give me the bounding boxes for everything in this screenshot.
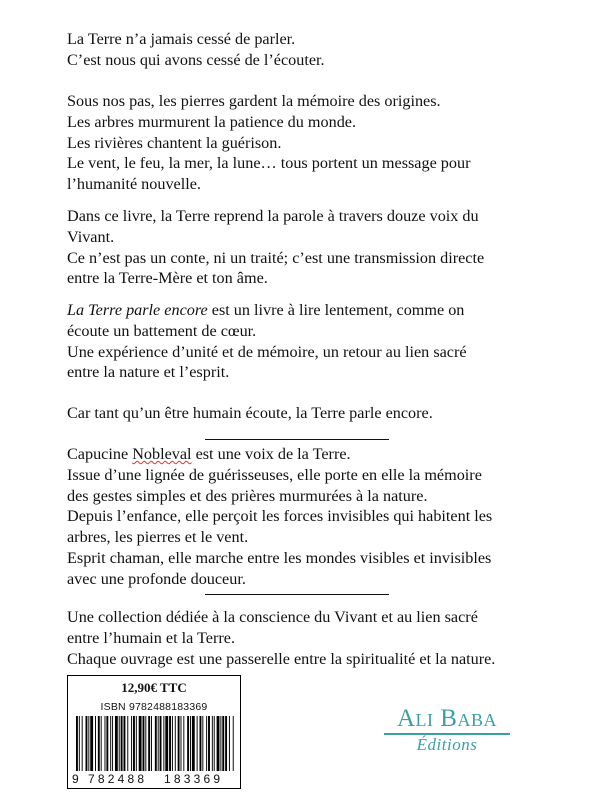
barcode-block [67, 675, 241, 789]
barcode-bar [121, 716, 123, 771]
barcode-bar [172, 716, 173, 771]
text-line: entre l’humain et la Terre. [67, 628, 236, 647]
barcode-bar [119, 716, 120, 771]
barcode-bar [82, 716, 83, 771]
text-line: des gestes simples et des prières murmurées à la nature. [67, 486, 428, 505]
barcode-bar [148, 716, 150, 771]
barcode-bar [222, 716, 224, 771]
barcode-bar [98, 716, 100, 771]
barcode-bar [175, 716, 176, 771]
text-line: C’est nous qui avons cessé de l’écouter. [67, 50, 325, 69]
barcode-bar [220, 716, 221, 771]
text-line: Les rivières chantent la guérison. [67, 133, 282, 152]
barcode-bar [90, 716, 93, 771]
barcode-bar [106, 716, 108, 771]
barcode-bar [145, 716, 146, 771]
book-paragraph [67, 206, 537, 289]
divider-rule [205, 594, 389, 595]
barcode-bar [217, 716, 220, 771]
barcode-bar [131, 716, 132, 771]
text-line: Le vent, le feu, la mer, la lune… tous portent un message pour [67, 154, 471, 173]
barcode-bar [212, 716, 213, 771]
barcode-digit-first: 9 [72, 772, 79, 786]
barcode-bar [169, 716, 171, 771]
text-line: entre la Terre-Mère et ton âme. [67, 269, 268, 288]
description-paragraph [67, 300, 537, 383]
author-first-name: Capucine [67, 445, 133, 463]
text-line: Une collection dédiée à la conscience du Vivant et au lien sacré [67, 608, 478, 626]
barcode-bar [115, 716, 118, 771]
text-line: Issue d’une lignée de guérisseuses, elle porte en elle la mémoire [67, 465, 482, 484]
text-line: Esprit chaman, elle marche entre les mondes visibles et invisibles [67, 548, 492, 567]
text-line: arbres, les pierres et le vent. [67, 528, 249, 547]
text-line [67, 300, 537, 321]
nature-paragraph [67, 91, 537, 195]
barcode-bar [112, 716, 113, 771]
text-line: écoute un battement de cœur. [67, 321, 257, 340]
barcode-bar [229, 716, 230, 771]
publisher-subtitle: Éditions [416, 735, 478, 754]
barcode-bar [233, 716, 234, 771]
barcode-bar [225, 716, 227, 771]
author-paragraph [67, 444, 537, 590]
barcode-bar [76, 716, 78, 771]
barcode-bar [183, 716, 184, 771]
barcode-bar [139, 716, 142, 771]
barcode-bar [202, 716, 203, 771]
barcode-bar [124, 716, 126, 771]
barcode-bar [206, 716, 207, 771]
text-line: La Terre n’a jamais cessé de parler. [67, 30, 296, 48]
collection-paragraph [67, 607, 537, 669]
barcode-bar [133, 716, 135, 771]
closing-paragraph [67, 403, 537, 424]
barcode-bar [143, 716, 145, 771]
barcode-bar [86, 716, 88, 771]
barcode-bar [214, 716, 215, 771]
barcode-digits-left: 782488 [88, 772, 148, 786]
barcode-bar [208, 716, 210, 771]
barcode-bar [163, 716, 164, 771]
barcode-bar [187, 716, 189, 771]
barcode-bar [136, 716, 137, 771]
barcode-bar [165, 716, 168, 771]
text-line: Ce n’est pas un conte, ni un traité; c’est une transmission directe [67, 248, 485, 267]
barcode-bar [127, 716, 128, 771]
barcode-bar [88, 716, 89, 771]
barcode-bar [181, 716, 182, 771]
barcode-bars [76, 716, 234, 771]
barcode-bar [178, 716, 180, 771]
text-line: Dans ce livre, la Terre reprend la parole à travers douze voix du [67, 207, 479, 225]
text-fragment: est une voix de la Terre. [191, 445, 351, 463]
publisher-logo [384, 705, 510, 765]
barcode-bar [110, 716, 111, 771]
text-line: Car tant qu’un être humain écoute, la Terre parle encore. [67, 404, 433, 422]
author-last-name: Nobleval [132, 445, 192, 463]
text-line: avec une profonde douceur. [67, 569, 246, 588]
intro-paragraph [67, 29, 537, 71]
barcode-bar [158, 716, 159, 771]
barcode-bar [79, 716, 80, 771]
text-line: entre la nature et l’esprit. [67, 363, 230, 382]
barcode-bar [151, 716, 152, 771]
barcode-bar [101, 716, 102, 771]
publisher-name: ALI BABA [396, 705, 497, 732]
text-line: Chaque ouvrage est une passerelle entre la spiritualité et la nature. [67, 649, 496, 668]
barcode-bar [197, 716, 198, 771]
barcode-bar [190, 716, 191, 771]
barcode-digits-right: 183369 [164, 772, 224, 786]
text-line: Les arbres murmurent la patience du monde. [67, 112, 357, 131]
text-line: Une expérience d’unité et de mémoire, un retour au lien sacré [67, 342, 467, 361]
text-line: Depuis l’enfance, elle perçoit les forces invisibles qui habitent les [67, 507, 493, 526]
isbn-label: ISBN 9782488183369 [100, 701, 208, 713]
text-line: Sous nos pas, les pierres gardent la mémoire des origines. [67, 92, 441, 110]
barcode-bar [105, 716, 106, 771]
text-line [67, 444, 537, 465]
text-line: Vivant. [67, 227, 115, 246]
barcode-bar [155, 716, 157, 771]
text-fragment: est un livre à lire lentement, comme on [207, 301, 465, 319]
barcode-bar [192, 716, 195, 771]
barcode-bar [160, 716, 162, 771]
divider-rule [205, 439, 389, 440]
book-title: La Terre parle encore [67, 301, 208, 319]
price-label: 12,90€ TTC [121, 680, 187, 695]
text-line: l’humanité nouvelle. [67, 175, 201, 194]
barcode-bar [95, 716, 96, 771]
barcode-bar [200, 716, 202, 771]
